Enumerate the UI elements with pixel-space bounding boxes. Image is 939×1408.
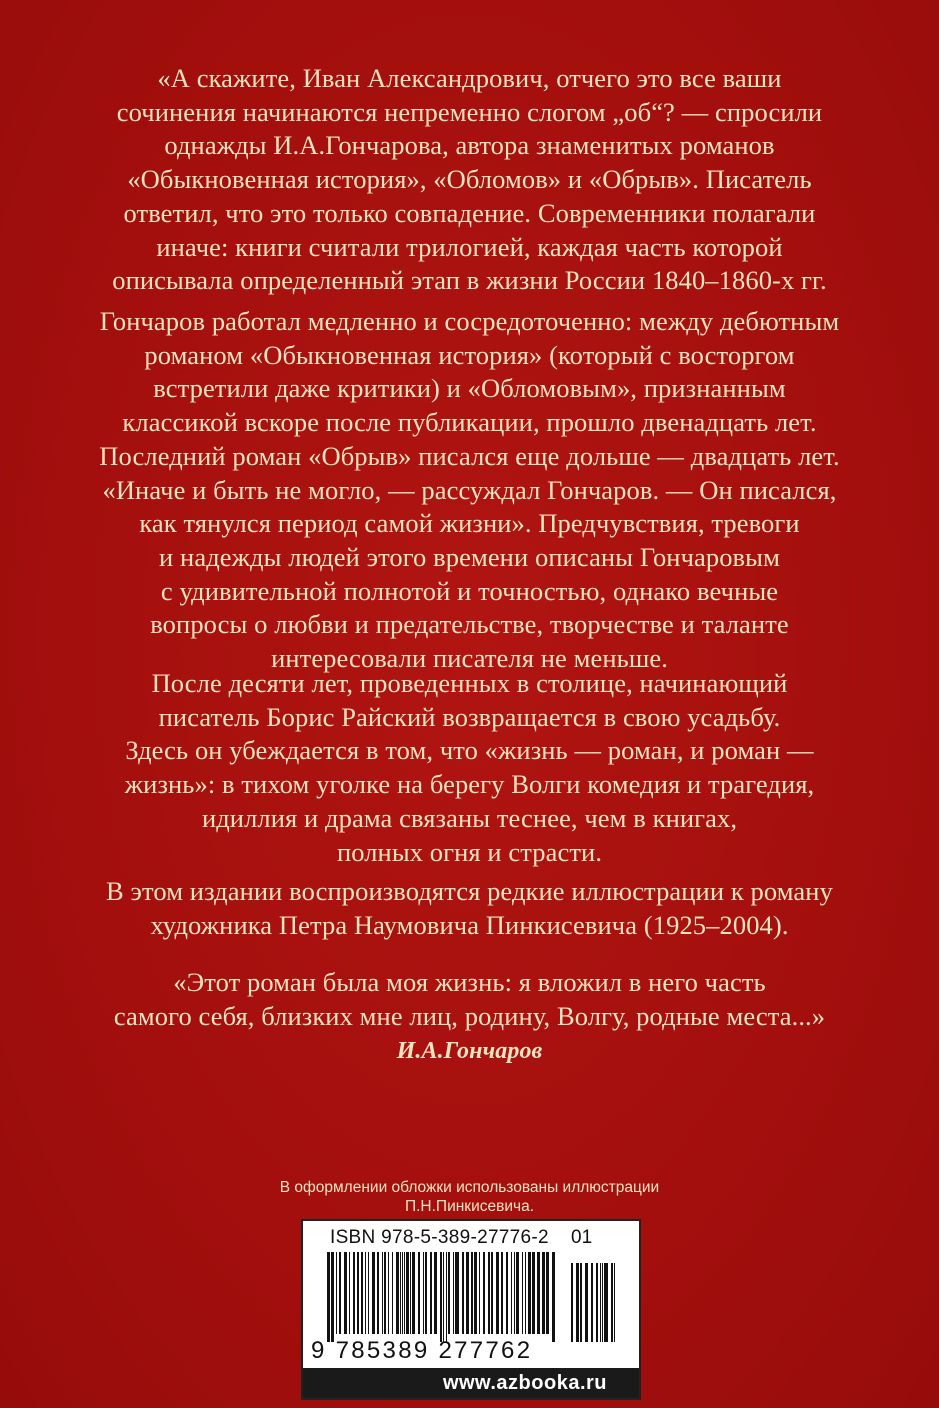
barcode-bar	[382, 1252, 383, 1334]
text-line: «А скажите, Иван Александрович, отчего это все ваши	[157, 63, 782, 93]
barcode-bar	[466, 1252, 469, 1334]
isbn-barcode-block	[301, 1219, 641, 1400]
barcode-bar	[423, 1252, 424, 1334]
text-line: В этом издании воспроизводятся редкие иллюстрации к роману	[106, 876, 833, 906]
barcode-bar	[396, 1252, 399, 1334]
barcode-bar	[462, 1252, 464, 1334]
barcode-bar	[372, 1252, 375, 1334]
barcode-bar	[339, 1252, 341, 1334]
barcode-bar	[614, 1263, 615, 1342]
text-line: интересовали писателя не меньше.	[271, 643, 668, 674]
text-line: полных огня и страсти.	[336, 836, 603, 867]
barcode-bar	[453, 1252, 454, 1334]
text-line: Гончаров работал медленно и сосредоточенно: между дебютным	[99, 306, 840, 336]
barcode-bar	[440, 1252, 442, 1342]
text-line: жизнь»: в тихом уголке на берегу Волги комедия и трагедия,	[124, 769, 815, 800]
barcode-bar	[448, 1252, 450, 1334]
text-line: описывала определенный этап в жизни России 1840–1860-х гг.	[112, 265, 827, 296]
barcode-bar	[446, 1252, 447, 1342]
text-line: иначе: книги считали трилогией, каждая часть которой	[156, 231, 783, 262]
barcode-bar	[474, 1252, 477, 1334]
barcode-bar	[600, 1263, 601, 1342]
barcode-bar	[585, 1263, 588, 1342]
barcode-bar	[511, 1252, 512, 1334]
barcode-bar	[514, 1252, 515, 1334]
barcode-bar	[406, 1252, 409, 1334]
text-line: идиллия и драма связаны теснее, чем в книгах,	[201, 802, 738, 833]
barcode-bar	[596, 1263, 598, 1342]
text-line: вопросы о любви и предательстве, творчестве и таланте	[150, 609, 789, 640]
text-line: «Иначе и быть не могло, — рассуждал Гончаров. — Он писался,	[102, 474, 837, 505]
barcode-bar	[491, 1252, 493, 1334]
annotation-paragraph-3	[60, 667, 879, 869]
barcode-bar	[384, 1252, 386, 1334]
barcode-bar	[455, 1252, 459, 1334]
barcode-bar	[496, 1252, 499, 1334]
barcode-bar	[368, 1252, 369, 1334]
text-line: ответил, что это только совпадение. Современники полагали	[123, 197, 816, 228]
text-line: классикой вскоре после публикации, прошло двенадцать лет.	[122, 407, 817, 438]
barcode-bar	[410, 1252, 411, 1334]
barcode-bar	[576, 1263, 579, 1342]
barcode-bar	[471, 1252, 473, 1334]
quote-line: самого себя, близких мне лиц, родину, Волгу, родные места...»	[113, 1000, 826, 1031]
barcode-bar	[580, 1263, 582, 1342]
barcode-bar	[412, 1252, 415, 1334]
annotation-paragraph-2	[60, 305, 879, 676]
barcode-bar	[479, 1252, 480, 1334]
barcode-addon-label: 01	[571, 1227, 593, 1248]
barcode-bar	[361, 1252, 363, 1334]
text-line: Здесь он убеждается в том, что «жизнь — роман, и роман —	[125, 735, 814, 766]
barcode-bar	[404, 1252, 405, 1334]
barcode-bar	[532, 1252, 535, 1334]
text-line: с удивительной полнотой и точностью, однако вечные	[160, 575, 779, 606]
barcode-bar	[392, 1252, 393, 1334]
text-line: романом «Обыкновенная история» (который с восторгом	[144, 339, 795, 370]
barcode-bar	[602, 1263, 603, 1342]
barcode-bar	[377, 1252, 379, 1334]
addon-barcode-bars	[571, 1263, 619, 1342]
barcode-bar	[349, 1252, 350, 1334]
barcode-bar	[353, 1252, 355, 1334]
barcode-bar	[501, 1252, 503, 1334]
text-line: После десяти лет, проведенных в столице, начинающий	[151, 668, 788, 698]
barcode-bar	[571, 1263, 573, 1342]
barcode-bar	[483, 1252, 485, 1334]
barcode-bar	[591, 1263, 593, 1342]
barcode-bar	[537, 1252, 540, 1334]
annotation-paragraph-4	[60, 875, 879, 942]
ean-barcode-bars	[327, 1252, 559, 1342]
barcode-bar	[388, 1252, 389, 1334]
barcode-bar	[506, 1252, 508, 1334]
barcode-bar	[418, 1252, 420, 1334]
barcode-bar	[488, 1252, 490, 1334]
barcode-bar	[402, 1252, 403, 1334]
text-line: «Обыкновенная история», «Обломов» и «Обрыв». Писатель	[127, 164, 812, 195]
ean-digits: 9 785389 277762	[311, 1337, 533, 1364]
credit-line: П.Н.Пинкисевича.	[404, 1198, 534, 1215]
barcode-bar	[430, 1252, 432, 1334]
text-line: и надежды людей этого времени описаны Гончаровым	[159, 541, 780, 572]
barcode-bar	[365, 1252, 366, 1334]
barcode-bar	[434, 1252, 437, 1334]
barcode-bar	[443, 1252, 444, 1342]
barcode-bar	[357, 1252, 359, 1334]
author-quote	[60, 966, 879, 1069]
barcode-bar	[546, 1252, 549, 1334]
text-line: Последний роман «Обрыв» писался еще дольше — двадцать лет.	[99, 440, 840, 471]
text-line: художника Петра Наумовича Пинкисевича (1925–2004).	[150, 909, 789, 940]
barcode-bar	[542, 1252, 545, 1334]
barcode-bar	[344, 1252, 347, 1334]
text-line: писатель Борис Райский возвращается в свою усадьбу.	[158, 701, 781, 732]
quote-author: И.А.Гончаров	[396, 1038, 543, 1065]
barcode-bar	[400, 1252, 401, 1334]
text-line: как тянулся период самой жизни». Предчувствия, тревоги	[139, 508, 800, 539]
publisher-url: www.azbooka.ru	[303, 1368, 639, 1398]
barcode-bar	[522, 1252, 523, 1334]
barcode-bar	[552, 1252, 555, 1342]
barcode-bar	[327, 1252, 330, 1342]
illustration-credit	[200, 1178, 739, 1216]
barcode-bar	[516, 1252, 519, 1334]
text-line: однажды И.А.Гончарова, автора знаменитых романов	[164, 130, 775, 161]
barcode-bar	[611, 1263, 613, 1342]
quote-line: «Этот роман была моя жизнь: я вложил в него часть	[173, 967, 766, 997]
text-line: встретили даже критики) и «Обломовым», признанным	[153, 373, 786, 404]
annotation-paragraph-1	[60, 62, 879, 298]
credit-line: В оформлении обложки использованы иллюстрации	[279, 1179, 660, 1196]
barcode-bar	[336, 1252, 337, 1334]
isbn-label: ISBN 978-5-389-27776-2	[330, 1227, 549, 1248]
barcode-bar	[604, 1263, 608, 1342]
barcode-bar	[525, 1252, 526, 1334]
barcode-bar	[425, 1252, 427, 1334]
text-line: сочинения начинаются непременно слогом „об“? — спросили	[116, 96, 823, 127]
barcode-bar	[528, 1252, 531, 1334]
barcode-bar	[331, 1252, 334, 1342]
